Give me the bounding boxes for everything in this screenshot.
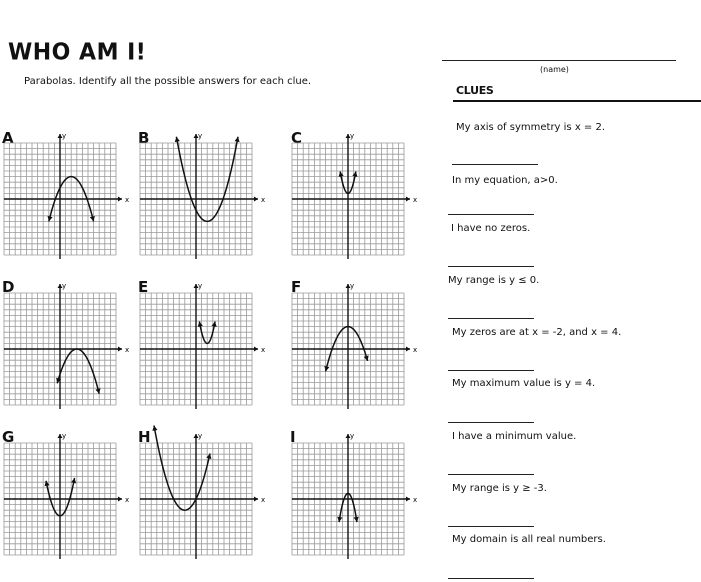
clue-text: My domain is all real numbers. [452, 534, 606, 545]
clue-answer-line[interactable] [448, 370, 534, 371]
clues-heading: CLUES [456, 84, 494, 97]
x-axis-label: x [261, 346, 266, 354]
clue-text: My axis of symmetry is x = 2. [456, 122, 606, 133]
graph-label: B [138, 129, 150, 147]
parabola-graph-d [4, 282, 130, 408]
parabola-graph-a [4, 132, 130, 258]
clue-text: I have no zeros. [451, 223, 531, 234]
curve-arrowhead [198, 321, 203, 326]
y-axis-label: y [62, 432, 67, 440]
clues-divider [453, 100, 701, 102]
x-axis-label: x [413, 196, 418, 204]
clue-answer-line[interactable] [448, 578, 534, 579]
x-axis-arrow [406, 347, 410, 352]
x-axis-label: x [261, 196, 266, 204]
parabola-graph-i [292, 432, 418, 558]
name-label: (name) [540, 65, 569, 74]
x-axis-label: x [261, 496, 266, 504]
clue-text: In my equation, a>0. [452, 175, 558, 186]
y-axis-label: y [350, 132, 355, 140]
x-axis-label: x [125, 346, 130, 354]
curve-arrowhead [235, 137, 240, 142]
x-axis-arrow [118, 497, 122, 502]
graph-label: F [291, 278, 302, 296]
graph-label: I [290, 428, 296, 446]
x-axis-arrow [254, 347, 258, 352]
x-axis-label: x [125, 496, 130, 504]
y-axis-label: y [198, 432, 203, 440]
curve-arrowhead [175, 137, 180, 142]
clue-answer-line[interactable] [448, 266, 534, 267]
curve-arrowhead [152, 426, 157, 431]
clue-answer-line[interactable] [448, 422, 534, 423]
x-axis-arrow [406, 497, 410, 502]
parabola-graph-c [292, 132, 418, 258]
clue-text: My maximum value is y = 4. [452, 378, 596, 389]
parabola-graph-e [140, 282, 266, 408]
x-axis-arrow [118, 197, 122, 202]
graph-label: H [138, 428, 151, 446]
y-axis-label: y [350, 432, 355, 440]
clue-text: My zeros are at x = -2, and x = 4. [452, 327, 622, 338]
curve-arrowhead [212, 321, 217, 326]
clue-answer-line[interactable] [452, 164, 538, 165]
graph-label: A [2, 129, 14, 147]
clue-answer-line[interactable] [448, 526, 534, 527]
parabola-graph-b [140, 132, 266, 258]
worksheet-instructions: Parabolas. Identify all the possible answers for each clue. [24, 76, 312, 87]
y-axis-label: y [198, 132, 203, 140]
graph-label: C [291, 129, 303, 147]
graph-label: G [2, 428, 15, 446]
worksheet-title: WHO AM I! [8, 39, 147, 66]
clue-answer-line[interactable] [448, 474, 534, 475]
x-axis-label: x [413, 346, 418, 354]
x-axis-label: x [125, 196, 130, 204]
y-axis-label: y [350, 282, 355, 290]
x-axis-arrow [406, 197, 410, 202]
x-axis-arrow [254, 497, 258, 502]
name-input-line[interactable] [442, 60, 676, 61]
parabola-graph-f [292, 282, 418, 408]
parabola-graph-h [140, 432, 266, 558]
x-axis-label: x [413, 496, 418, 504]
y-axis-label: y [62, 282, 67, 290]
curve-arrowhead [352, 171, 357, 176]
clue-text: My range is y ≤ 0. [448, 275, 540, 286]
clue-text: I have a minimum value. [452, 431, 577, 442]
parabola-graph-g [4, 432, 130, 558]
y-axis-label: y [62, 132, 67, 140]
clue-text: My range is y ≥ -3. [452, 483, 547, 494]
graph-label: E [138, 278, 149, 296]
clue-answer-line[interactable] [448, 214, 534, 215]
x-axis-arrow [118, 347, 122, 352]
clue-answer-line[interactable] [448, 318, 534, 319]
y-axis-label: y [198, 282, 203, 290]
curve-arrowhead [339, 171, 344, 176]
x-axis-arrow [254, 197, 258, 202]
graph-label: D [2, 278, 15, 296]
